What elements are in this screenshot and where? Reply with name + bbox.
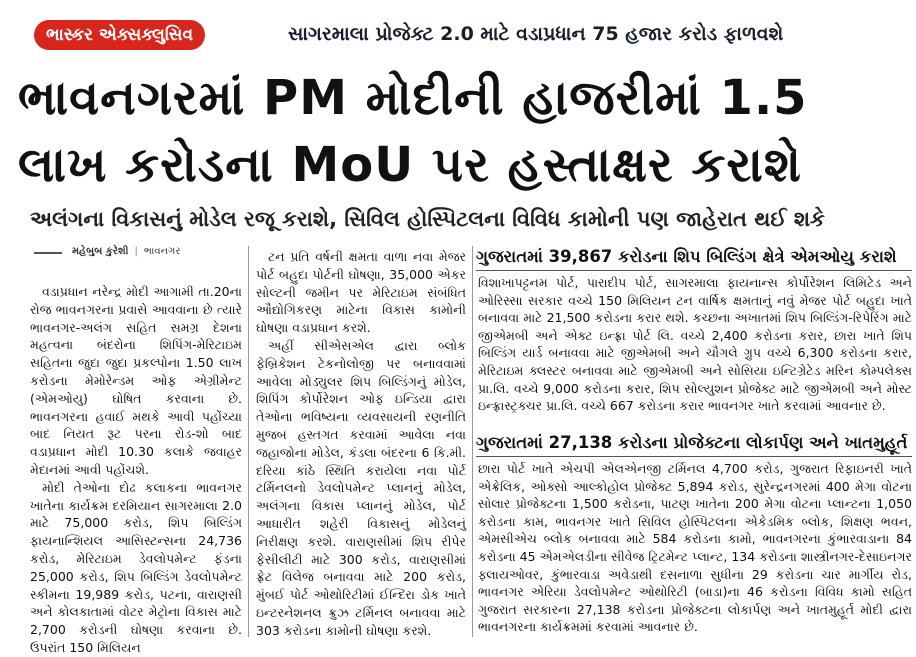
kicker-strip [0,0,916,66]
paragraph: મોદી તેઓના દોઢ કલાકના ભાવનગર ખાતેના કાર્યક્રમ દરમિયાન સાગરમાલા 2.0 માટે 75,000 કરોડ, શિપ બિલ્ડિંગ ફાયનાન્શિયલ આસિસ્ટન્સના 24,736 કરોડ, મેરિટાઇમ ડેવલોપમેન્ટ ફંડના 25,000 કરોડ, શિપ બિલ્ડિંગ ડેવલોપમેન્ટ સ્કીમના 19,989 કરોડ, પટના, વારાણસી અને કોલકાતામાં વોટર મેટ્રોના વિકાસ માટે 2,700 કરોડની ઘોષણા કરવાના છે. ઉપરાંત 150 મિલિયન [30,479,242,655]
paragraph: ટન પ્રતિ વર્ષની ક્ષમતા વાળા નવા મેજર પોર્ટ બહુદા પોર્ટની ઘોષણા, 35,000 એકર સોલ્ટની જમીન પર મેરિટાઇમ સંબંધિત ઔદ્યોગિકરણ માટેના વિકાસ કામોની ઘોષણા વડાપ્રધાન કરશે. [256,249,466,336]
deck-subheadline: અલંગના વિકાસનું મોડેલ રજૂ કરાશે, સિવિલ હોસ્પિટલના વિવિધ કામોની પણ જાહેરાત થઈ શકે [30,207,825,231]
section-heading-shipbuilding: ગુજરાતમાં 39,867 કરોડના શિપ બિલ્ડિંગ ક્ષેત્રે એમઓયુ કરાશે [476,244,912,271]
kicker-line: સાગરમાલા પ્રોજેક્ટ 2.0 માટે વડાપ્રધાન 75 હજાર કરોડ ફાળવશે [288,23,784,45]
byline [72,246,181,257]
section-heading-projects: ગુજરાતમાં 27,138 કરોડના પ્રોજેક્ટના લોકાર્પણ અને ખાતમુહૂર્ત [476,430,912,457]
section-body-shipbuilding: વિશાખાપટ્ટનમ પોર્ટ, પારાદીપ પોર્ટ, સાગરમાલા ફાયનાન્સ કોર્પોરેશન લિમિટેડ અને ઓરિસ્સા સરકાર વચ્ચે 150 મિલિયન ટન વાર્ષિક ક્ષમતાનું નવું મેજર પોર્ટ બહુદા ખાતે બનાવવા માટે 21,500 કરોડના કરાર થશે. કચ્છના અખાતમાં શિપ બિલ્ડિંગ-રિપેરિંગ માટે જીએમબી અને એક્ટ ઇન્ફ્રા પોર્ટ લિ. વચ્ચે 2,400 કરોડના કરાર, છારા ખાતે શિપ બિલ્ડિંગ યાર્ડ બનાવવા માટે જીએમબી અને ચૌગલે ગ્રુપ વચ્ચે 6,300 કરોડના કરાર, મેરિટાઇમ ક્લસ્ટર બનાવવા માટે જીએમબી અને સોસિયા ઇન્ટિગ્રેટેડ મરિન કોમ્પલેક્સ પ્રા.લિ. વચ્ચે 9,000 કરોડના કરાર, શિપ સોલ્યુશન પ્રોજેક્ટ માટે જીએમબી અને મોસ્ટ ઇન્ફ્રાસ્ટ્રક્ચર પ્રા.લિ. વચ્ચે 667 કરોડના કરાર ભાવનગર ખાતે કરવામાં આવનાર છે. [478,275,912,414]
paragraph: અહીં સીએસએલ દ્વારા બ્લોક ફેબ્રિકેશન ટેકનોલોજી પર બનાવવામાં આવેલા મોડ્યુલર શિપ બિલ્ડિંગનું મોડેલ, શિપિંગ કોર્પોરેશન ઓફ ઇન્ડિયા દ્વારા તેઓના ભવિષ્યના વ્યવસાયની રણનીતિ મુજબ હસ્તગત કરવામાં આવેલા નવા જહાજોના મોડેલ, કંડલા બંદરના 6 કિ.મી. દરિયા કાંઠે સ્થિતિ કરાયેલા નવા પોર્ટ ટર્મિનલનો ડેવલોપમેન્ટ પ્લાનનું મોડેલ, અલંગના વિકાસ પ્લાનનું મોડેલ, પોર્ટ આધારીત શહેરી વિકાસનું મોડેલનું નિરીક્ષણ કરશે. વારાણસીમાં શિપ રીપેર ફેસીલીટી માટે 300 કરોડ, વારાણસીમાં ફ્રેટ વિલેજ બનાવવા માટે 200 કરોડ, મુંબઈ પોર્ટ ઓથોરિટીમાં ઈન્દિરા ડોક ખાતે ઇન્ટરનેશનલ ક્રુઝ ટર્મિનલ બનાવવા માટે 303 કરોડના કામોની ઘોષણા કરશે. [256,337,466,638]
column-divider [472,246,473,637]
author-name: મહેબુબ કુરેશી [72,246,129,257]
article-column-2 [256,248,466,637]
section-body-projects: છારા પોર્ટ ખાતે એચપી એલએનજી ટર્મિનલ 4,700 કરોડ, ગુજરાત રિફાઇનરી ખાતે એક્રેલિક, ઓક્સો આલ્કોહોલ પ્રોજેક્ટ 5,894 કરોડ, સુરેન્દ્રનગરમાં 400 મેગા વોટના સોલાર પ્રોજેક્ટના 1,500 કરોડના, પાટણ ખાતેના 200 મેગા વોટના પ્લાન્ટના 1,050 કરોડના કામ, ભાવનગર ખાતે સિવિલ હોસ્પિટલના એકેડમિક બ્લોક, શિક્ષણ ભવન, એમસીએચ બ્લોક બનાવવા માટે 584 કરોડના કામો, ભાવનગરના કુંભારવાડાના 84 કરોડના 45 એમએલડીના સીવેજ ટ્રિટમેન્ટ પ્લાન્ટ, 134 કરોડના શાસ્ત્રીનગર-દેસાઇનગર ફ્લાયઓવર, કુંભારવાડા અવેડાથી દસનાળા સુધીના 29 કરોડના ચાર માર્ગીય રોડ, ભાવનગર એરિયા ડેવલોપમેન્ટ ઓથોરિટી (બાડા)ના 46 કરોડના વિવિધ કામો સહિત ગુજરાત સરકારના 27,138 કરોડના પ્રોજેક્ટના લોકાર્પણ અને ખાતમુહૂર્ત મોદી દ્વારા ભાવનગરના કાર્યક્રમમાં કરવામાં આવનાર છે. [478,461,912,635]
article-column-1 [30,283,242,655]
exclusive-badge: ભાસ્કર એક્સક્લુસિવ [34,20,205,50]
headline-line-1: ભાવનગરમાં PM મોદીની હાજરીમાં 1.5 [18,70,808,126]
column-divider [248,246,249,637]
byline-rule-icon [34,248,62,258]
dateline-location: ભાવનગર [143,246,181,257]
headline-line-2: લાખ કરોડના MoU પર હસ્તાક્ષર કરાશે [18,137,802,193]
byline-separator: | [134,246,138,257]
paragraph: વડાપ્રધાન નરેન્દ્ર મોદી આગામી તા.20ના રોજ ભાવનગરના પ્રવાસે આવવાના છે ત્યારે ભાવનગર-અલંગ સહિત સમગ્ર દેશના મહત્વના બંદરોના શિપિંગ-મેરિટાઇમ સહિતના જુદા જુદા પ્રકલ્પોના 1.50 લાખ કરોડના મેમોરેન્ડમ ઓફ એગ્રીમેન્ટ (એમઓયુ) ઘોષિત કરવાના છે. ભાવનગરના હવાઈ મથકે આવી પહોંચ્યા બાદ નિયત રૂટ પરના રોડ-શો બાદ વડાપ્રધાન મોદી 10.30 કલાકે જવાહર મેદાનમાં આવી પહોંચશે. [30,284,242,477]
